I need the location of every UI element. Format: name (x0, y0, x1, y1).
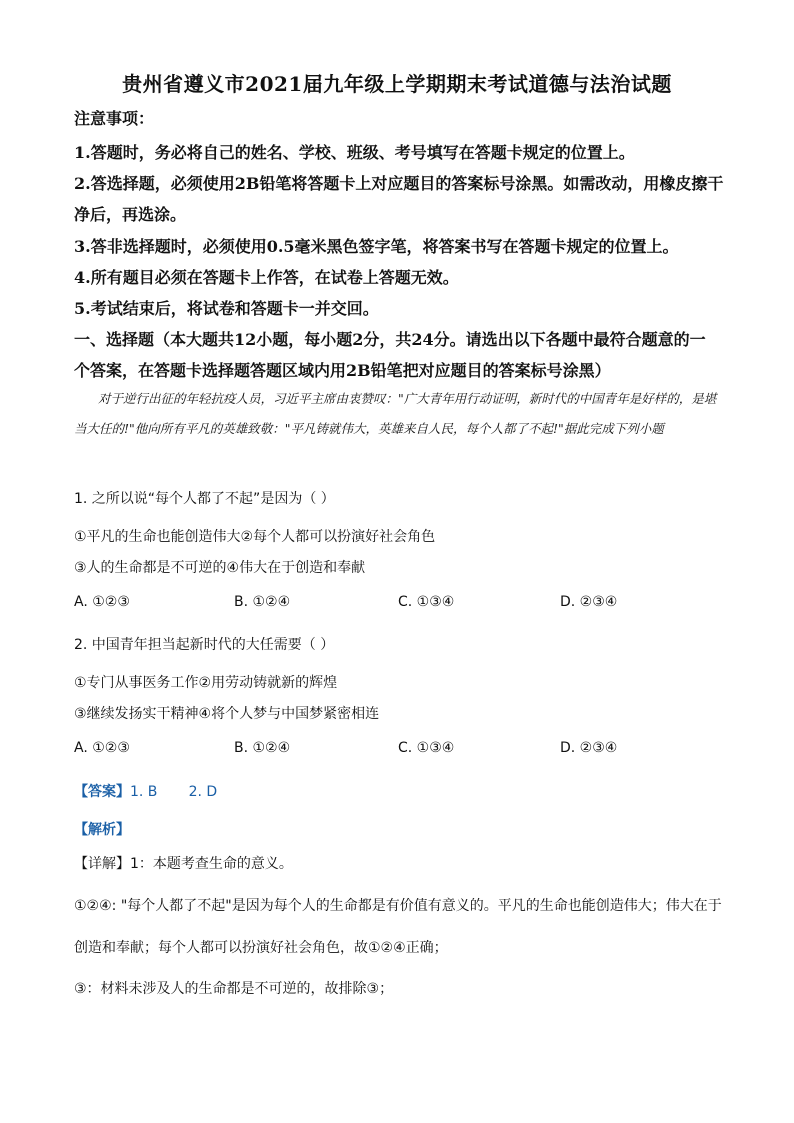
notice-item: 3.答非选择题时，必须使用0.5毫米黑色签字笔，将答案书写在答题卡规定的位置上。 (74, 237, 679, 256)
detail-tag: 【详解】 (74, 856, 130, 872)
notice-header: 注意事项： (74, 109, 155, 128)
section-heading: 一、选择题（本大题共12小题，每小题2分，共24分。请选出以下各题中最符合题意的一 (74, 330, 706, 349)
question-2-statements: ①专门从事医务工作②用劳动铸就新的辉煌 (74, 675, 338, 691)
question-2-stem: 2. 中国青年担当起新时代的大任需要（ ） (74, 637, 335, 653)
question-1-option-d: D. ②③④ (560, 594, 618, 610)
notice-item: 1.答题时，务必将自己的姓名、学校、班级、考号填写在答题卡规定的位置上。 (74, 143, 635, 162)
question-1-statements: ①平凡的生命也能创造伟大②每个人都可以扮演好社会角色 (74, 529, 436, 545)
detail-text: 1：本题考查生命的意义。 (130, 856, 293, 872)
analysis-line (74, 819, 724, 839)
answer-line (74, 781, 724, 801)
notice-item: 2.答选择题，必须使用2B铅笔将答题卡上对应题目的答案标号涂黑。如需改动，用橡皮擦干 (74, 174, 724, 193)
explanation-line: 创造和奉献；每个人都可以扮演好社会角色，故①②④正确； (74, 940, 448, 956)
page-title: 贵州省遵义市2021届九年级上学期期末考试道德与法治试题 (122, 72, 672, 96)
analysis-tag: 【解析】 (74, 822, 130, 838)
question-1-stem: 1. 之所以说“每个人都了不起”是因为（ ） (74, 491, 335, 507)
question-1-option-b: B. ①②④ (234, 594, 291, 610)
material-paragraph: 对于逆行出征的年轻抗疫人员，习近平主席由衷赞叹："广大青年用行动证明，新时代的中国青年是好样的，是堪当大任的!"他向所有平凡的英雄致敬："平凡铸就伟大，英雄来自人民，每个人都了不起!"据此完成下列小题 (74, 391, 717, 436)
answer-tag: 【答案】 (74, 784, 130, 800)
notice-item: 5.考试结束后，将试卷和答题卡一并交回。 (74, 299, 379, 318)
explanation-line: ③：材料未涉及人的生命都是不可逆的，故排除③； (74, 981, 394, 997)
section-heading: 个答案，在答题卡选择题答题区域内用2B铅笔把对应题目的答案标号涂黑） (74, 361, 611, 380)
notice-item: 净后，再选涂。 (74, 205, 187, 224)
answer-text: 1. B 2. D (130, 784, 218, 800)
question-2-option-b: B. ①②④ (234, 740, 291, 756)
question-2-statements: ③继续发扬实干精神④将个人梦与中国梦紧密相连 (74, 706, 380, 722)
question-1-option-c: C. ①③④ (398, 594, 455, 610)
explanation-line: ①②④: "每个人都了不起"是因为每个人的生命都是有价值有意义的。平凡的生命也能创造伟大；伟大在于 (74, 898, 722, 914)
question-2-option-a: A. ①②③ (74, 740, 130, 756)
question-2-option-c: C. ①③④ (398, 740, 455, 756)
question-1-statements: ③人的生命都是不可逆的④伟大在于创造和奉献 (74, 560, 366, 576)
question-1-option-a: A. ①②③ (74, 594, 130, 610)
detail-line (74, 853, 724, 873)
notice-item: 4.所有题目必须在答题卡上作答，在试卷上答题无效。 (74, 268, 459, 287)
question-2-option-d: D. ②③④ (560, 740, 618, 756)
